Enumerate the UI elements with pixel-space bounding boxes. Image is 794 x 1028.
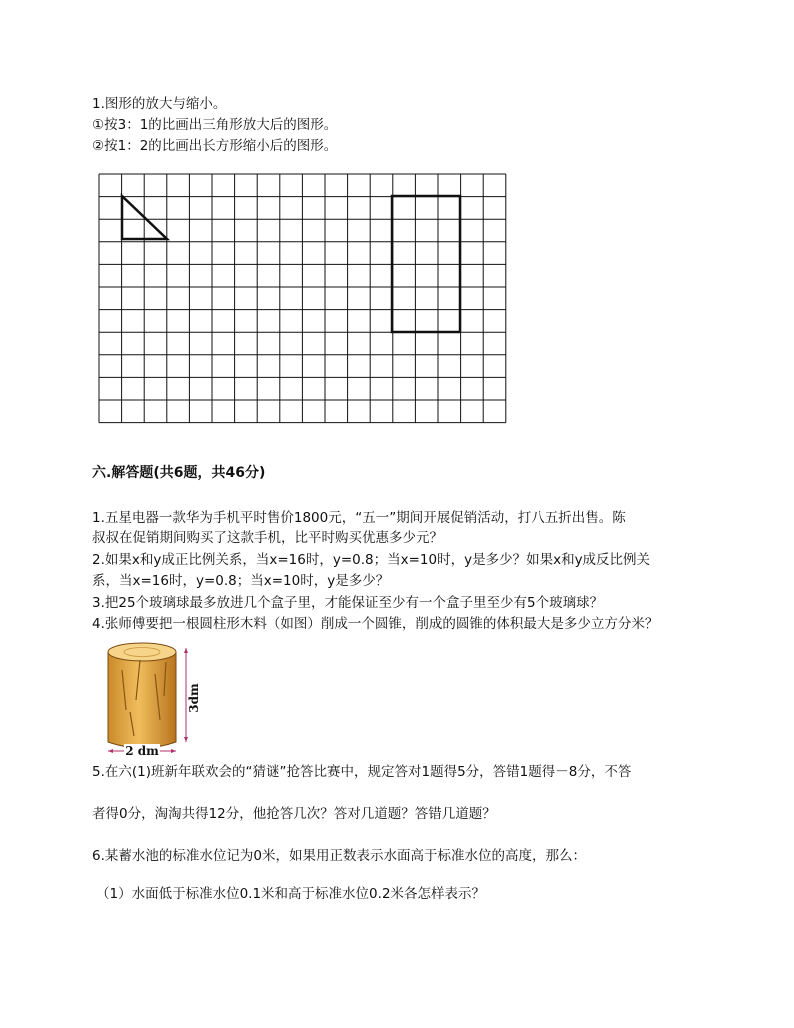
question-5-line-1: 5.在六(1)班新年联欢会的“猜谜”抢答比赛中，规定答对1题得5分，答错1题得－8分，不答 (92, 764, 632, 780)
intro-title: 1.图形的放大与缩小。 (92, 96, 227, 112)
question-6-sub-1: （1）水面低于标准水位0.1米和高于标准水位0.2米各怎样表示？ (96, 886, 486, 902)
section-heading: 六.解答题(共6题，共46分) (92, 465, 266, 481)
height-label: 3dm (187, 683, 201, 713)
intro-item-2: ②按1：2的比画出长方形缩小后的图形。 (92, 138, 338, 154)
cylinder-log-figure (100, 640, 205, 758)
question-2-line-1: 2.如果x和y成正比例关系，当x=16时，y=0.8；当x=10时，y是多少？如果x和y成反比例关 (92, 552, 651, 568)
diameter-label: 2 dm (125, 744, 159, 758)
question-3: 3.把25个玻璃球最多放进几个盒子里，才能保证至少有一个盒子里至少有5个玻璃球？ (92, 595, 604, 611)
square-grid (97, 172, 507, 424)
question-1-line-2: 叔叔在促销期间购买了这款手机，比平时购买优惠多少元？ (92, 530, 443, 546)
question-5-line-2: 者得0分，淘淘共得12分，他抢答几次？答对几道题？答错几道题？ (92, 806, 496, 822)
question-1-line-1: 1.五星电器一款华为手机平时售价1800元，“五一”期间开展促销活动，打八五折出售。陈 (92, 510, 626, 526)
intro-item-1: ①按3：1的比画出三角形放大后的图形。 (92, 117, 338, 133)
question-4: 4.张师傅要把一根圆柱形木料（如图）削成一个圆锥，削成的圆锥的体积最大是多少立方分米？ (92, 616, 659, 632)
question-6: 6.某蓄水池的标准水位记为0米，如果用正数表示水面高于标准水位的高度，那么： (92, 848, 586, 864)
question-2-line-2: 系，当x=16时，y=0.8；当x=10时，y是多少？ (92, 573, 390, 589)
